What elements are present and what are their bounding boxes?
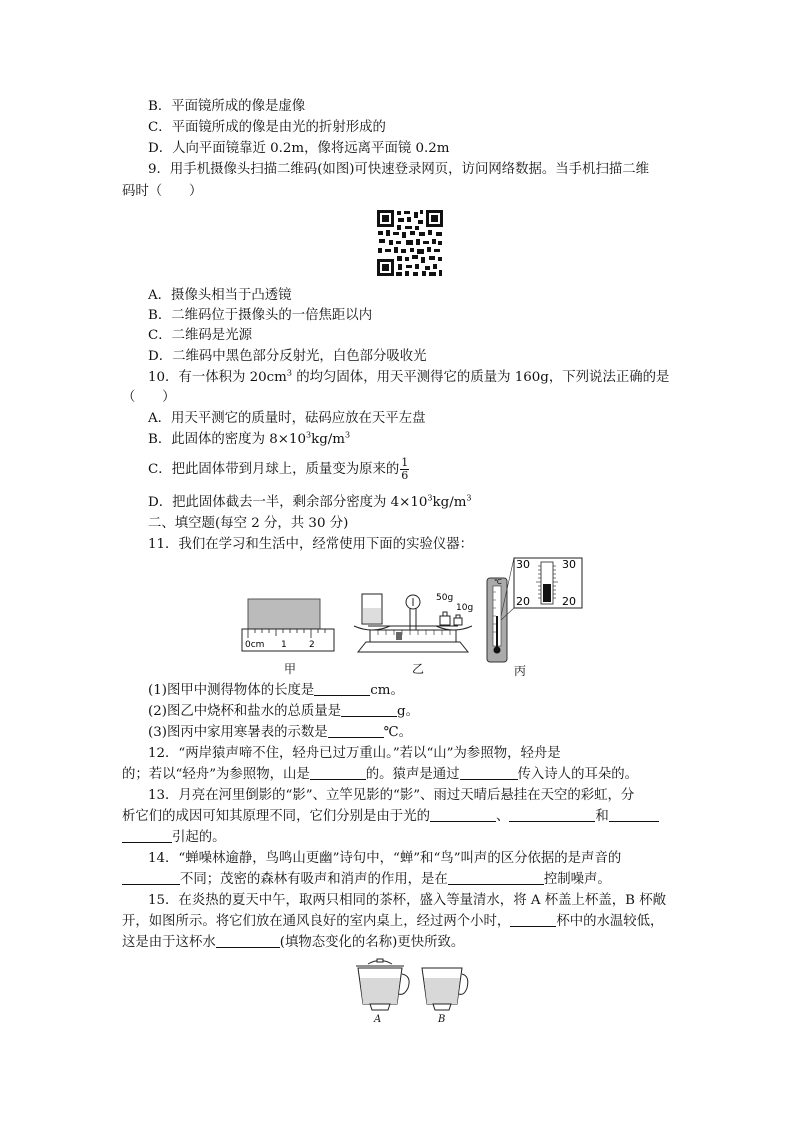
q9-option-a: A．摄像头相当于凸透镜 [148,288,292,303]
q8-option-c: C．平面镜所成的像是由光的折射形成的 [148,120,386,135]
q9-stem-line2: 码时（ ） [122,184,203,199]
caption-jia: 甲 [284,662,297,676]
q9-stem-line1: 9．用手机摄像头扫描二维码(如图)可快速登录网页，访问网络数据。当手机扫描二维 [148,162,650,177]
q13-line3: 引起的。 [122,829,226,847]
qr-code-image [376,209,444,277]
ruler-figure [240,596,336,654]
caption-bing: 丙 [514,664,527,678]
blank-q15-2 [216,934,280,948]
q14-line2: 不同；茂密的森林有吸声和消声的作用，是在 控制噪声。 [122,871,611,889]
q11-sub2: (2)图乙中烧杯和盐水的总质量是 g。 [148,704,420,719]
therm-scale-20-left: 20 [516,595,530,608]
q9-option-b: B．二维码位于摄像头的一倍焦距以内 [148,308,373,323]
blank-q14-2 [448,871,544,885]
q10-stem-line1: 10．有一体积为 $20cm^3$ 的均匀固体，用天平测得它的质量为 160g，下列说法正确的是 [148,368,670,385]
q8-option-b: B．平面镜所成的像是虚像 [148,99,306,114]
q14-line1: 14．“蝉噪林逾静，鸟鸣山更幽”诗句中，“蝉”和“鸟”叫声的区分依据的是声音的 [148,851,622,866]
q13-line1: 13．月亮在河里倒影的“影”、立竿见影的“影”、雨过天晴后悬挂在天空的彩虹，分 [148,788,635,803]
blank-q12-3 [460,766,518,780]
cups-figure [350,958,470,1018]
q9-option-d: D．二维码中黑色部分反射光，白色部分吸收光 [148,349,427,364]
q11-stem: 11．我们在学习和生活中，经常使用下面的实验仪器： [148,537,474,552]
blank-q15-1 [510,913,556,927]
blank-q12-2 [310,766,366,780]
caption-yi: 乙 [412,662,425,676]
thermometer-figure [484,556,584,664]
q8-option-d: D．人向平面镜靠近 0.2m，像将远离平面镜 0.2m [148,141,450,156]
q9-option-c: C．二维码是光源 [148,328,252,343]
ruler-tick-2: 2 [309,640,315,650]
caption-cup-b: B [438,1014,446,1025]
q15-line3: 这是由于这杯水 (填物态变化的名称)更快所致。 [122,935,465,950]
q13-line2: 析它们的成因可知其原理不同，它们分别是由于光的 、 和 [122,808,659,826]
q12-line2: 的；若以“轻舟”为参照物，山是 的。猿声是通过 传入诗人的耳朵的。 [122,767,639,782]
q15-line1: 15．在炎热的夏天中午，取两只相同的茶杯，盛入等量清水，将 A 杯盖上杯盖，B 杯敞 [148,893,666,908]
q10-option-a: A．用天平测它的质量时，砝码应放在天平左盘 [148,411,426,426]
ruler-unit-label: 0cm [245,640,265,650]
therm-scale-20-right: 20 [562,595,576,608]
thermometer-unit: ℃ [494,578,502,586]
q10-stem-line2: （ ） [122,390,176,405]
blank-q13-2 [509,808,595,822]
ruler-tick-1: 1 [281,640,287,650]
fraction-one-sixth: $\frac{1}{6}$ [401,456,409,482]
q11-sub3: (3)图丙中家用寒暑表的示数是 ℃。 [148,725,413,740]
therm-scale-30-left: 30 [516,558,530,571]
weight-10g-label: 10g [456,603,474,613]
q10-option-b: B．此固体的密度为 $8\times 10^3kg/m^3$ [148,430,351,447]
q12-line1: 12．“两岸猿声啼不住，轻舟已过万重山。”若以“山”为参照物，轻舟是 [148,746,561,761]
section-title-fill-in: 二、填空题(每空 2 分，共 30 分) [148,516,349,531]
q10-option-d: D．把此固体截去一半，剩余部分密度为 $4\times 10^3kg/m^3$ [148,493,472,510]
blank-q13-1 [430,808,496,822]
q10-option-c: C．把此固体带到月球上，质量变为原来的 $\frac{1}{6}$ [148,456,409,482]
caption-cup-a: A [374,1014,382,1025]
q15-line2: 开，如图所示。将它们放在通风良好的室内桌上，经过两个小时， 杯中的水温较低， [122,914,664,929]
blank-length [314,682,370,696]
blank-mass [341,703,397,717]
q11-sub1: (1)图甲中测得物体的长度是 cm。 [148,683,404,698]
blank-temperature [328,724,384,738]
therm-scale-30-right: 30 [562,558,576,571]
blank-q13-3 [609,808,659,822]
balance-figure [348,586,478,658]
blank-q13-3-cont [122,829,172,843]
weight-50g-label: 50g [436,593,454,603]
blank-q14-1 [122,871,180,885]
